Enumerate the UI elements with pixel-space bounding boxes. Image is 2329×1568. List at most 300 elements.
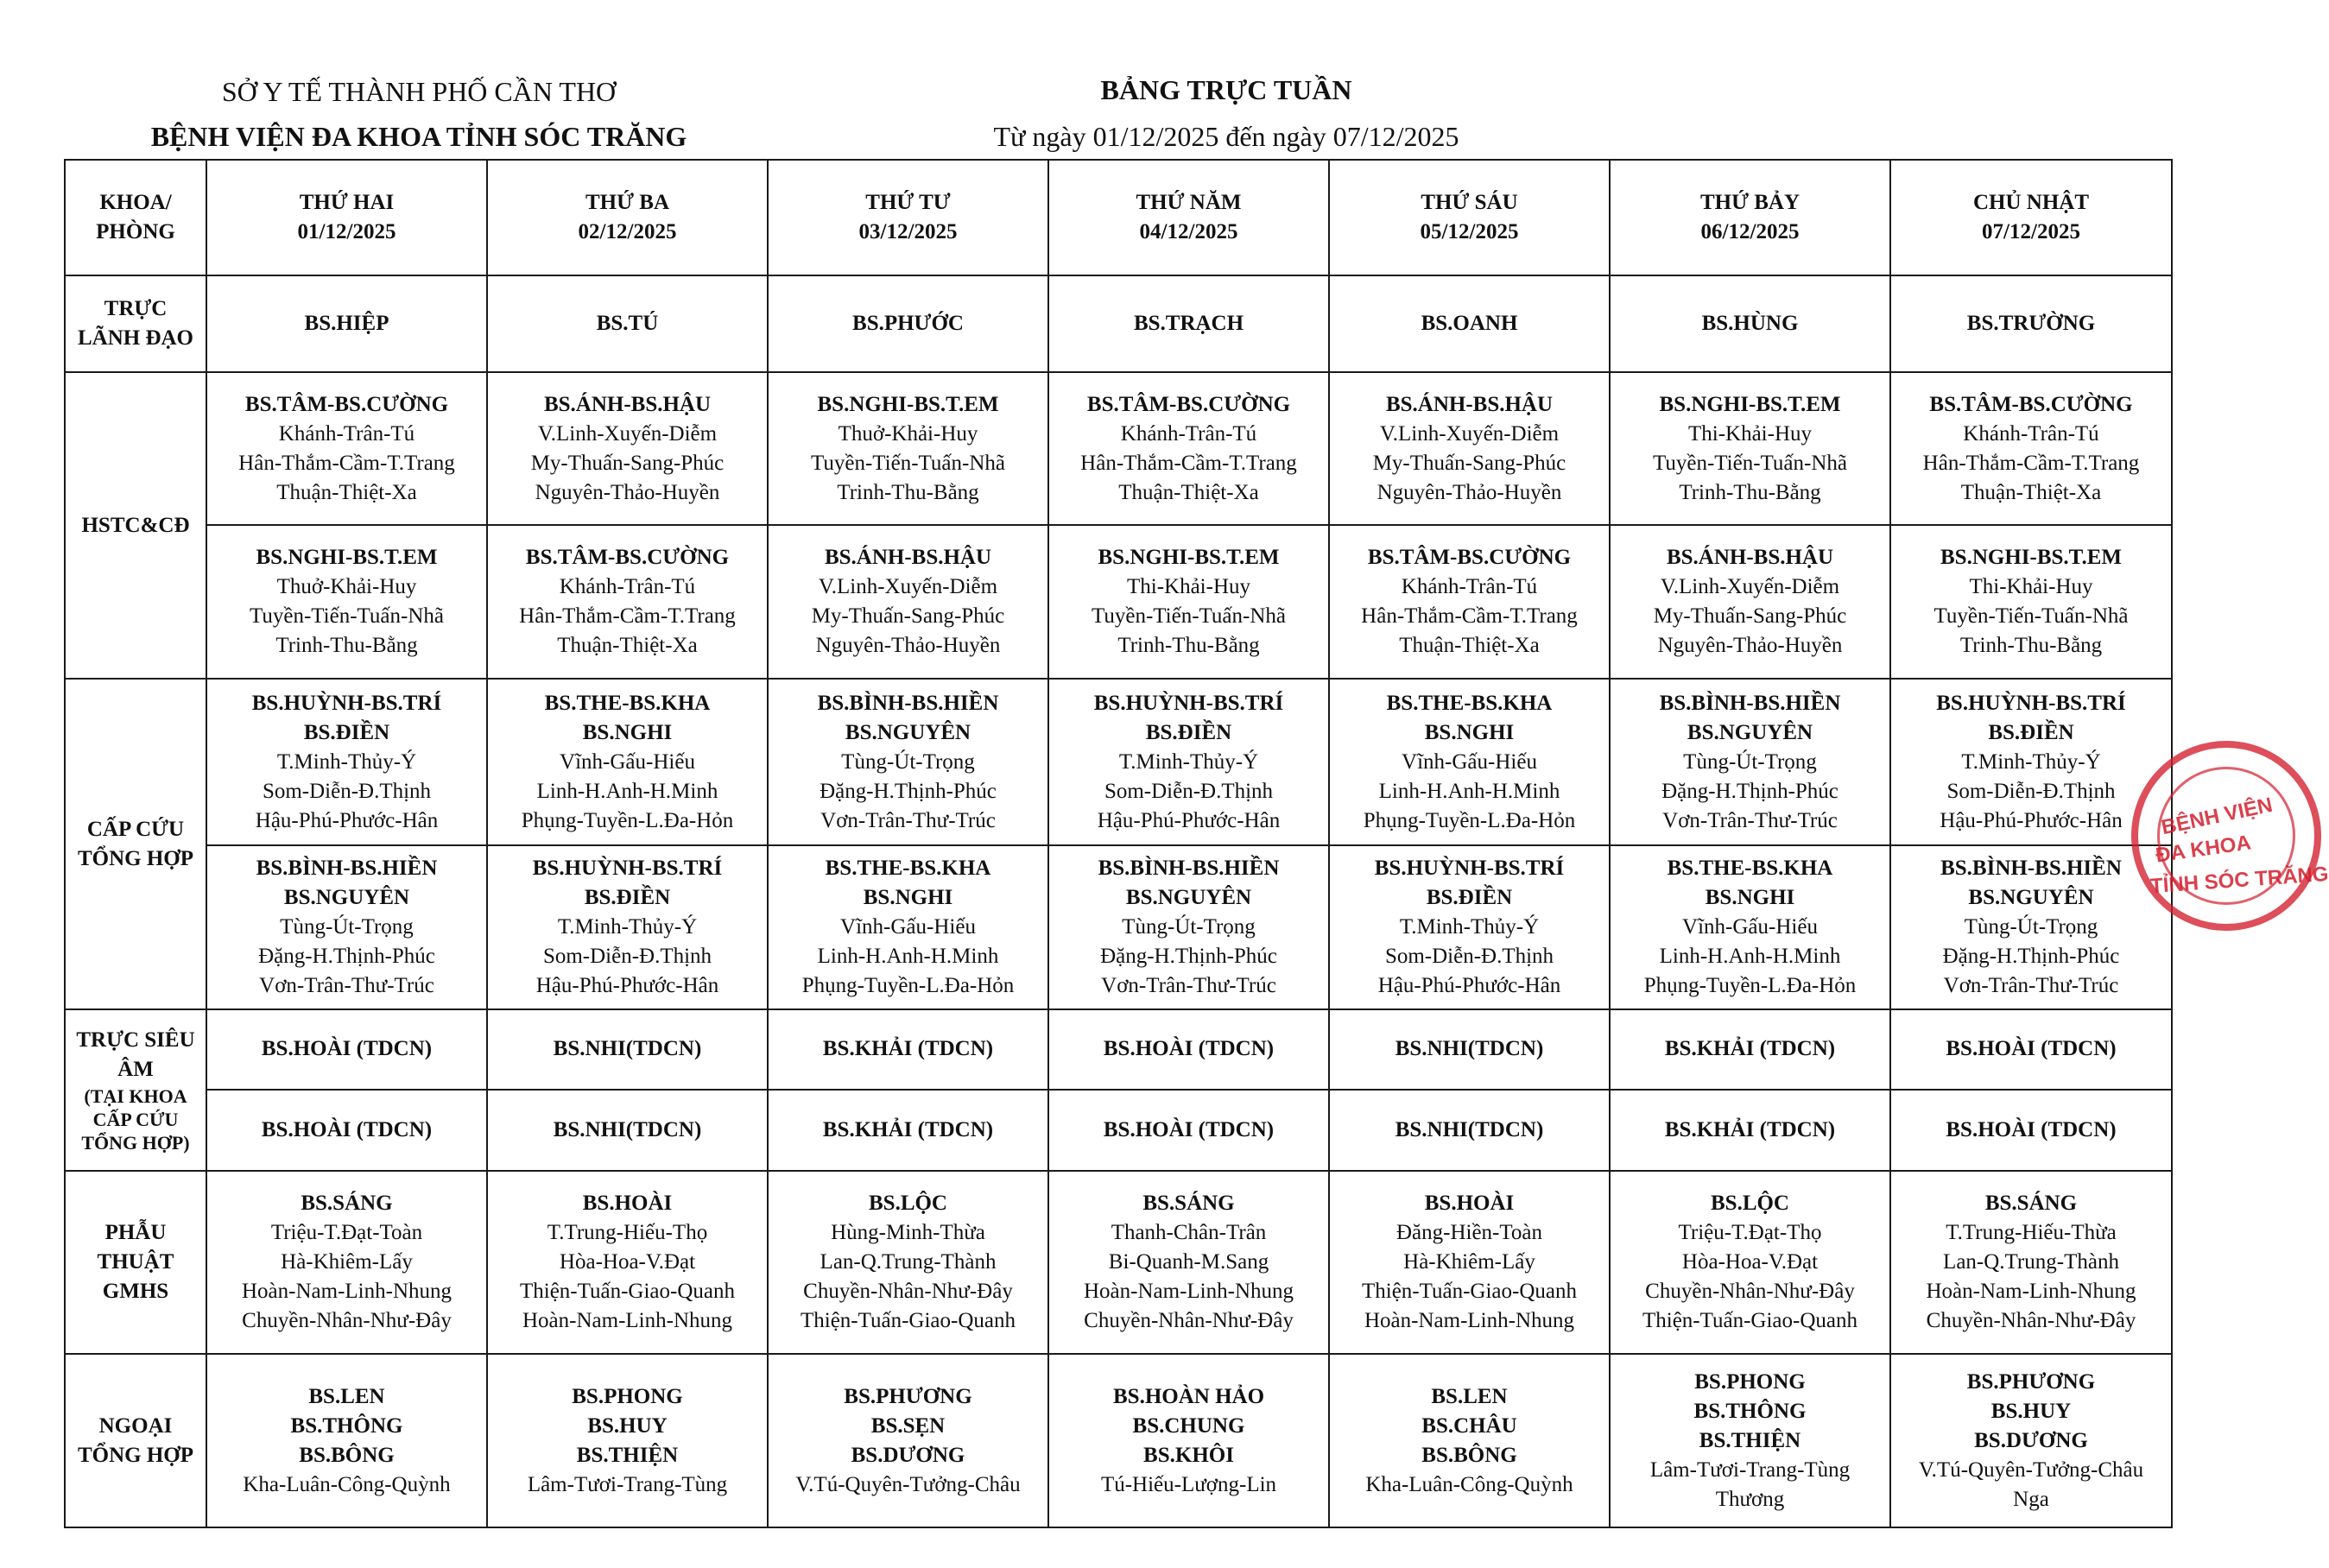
doctor-name: BS.ÁNH-BS.HẬU bbox=[1385, 392, 1554, 416]
staff-names: Khánh-Trân-Tú bbox=[1401, 575, 1538, 599]
doctor-name: BS.NGHI bbox=[582, 720, 673, 744]
staff-names: Thiện-Tuấn-Giao-Quanh bbox=[800, 1309, 1016, 1333]
day-date: 01/12/2025 bbox=[297, 220, 396, 243]
doctor-name: BS.THE-BS.KHA bbox=[825, 857, 991, 881]
corner-line: KHOA/ bbox=[99, 191, 172, 214]
doctor-name: BS.ÁNH-BS.HẬU bbox=[1666, 546, 1834, 570]
staff-names: Nguyên-Thảo-Huyền bbox=[535, 480, 720, 504]
staff-names: Tùng-Út-Trọng bbox=[1122, 915, 1256, 939]
dept-line: HSTC&CĐ bbox=[81, 513, 190, 537]
stamp-text: TỈNH SÓC TRĂNG bbox=[2149, 862, 2329, 899]
doctor-name: BS.SÁNG bbox=[301, 1192, 393, 1216]
table-row bbox=[65, 845, 2172, 1010]
doctor-name: BS.KHẢI (TDCN) bbox=[1664, 1117, 1836, 1141]
doctor-name: BS.NGHI-BS.T.EM bbox=[1940, 546, 2122, 570]
staff-names: Lan-Q.Trung-Thành bbox=[1943, 1250, 2119, 1274]
schedule-cell bbox=[1048, 1009, 1329, 1089]
staff-names: T.Minh-Thủy-Ý bbox=[1118, 749, 1259, 774]
doctor-name: BS.HOÀI (TDCN) bbox=[261, 1117, 433, 1141]
staff-names: Vơn-Trân-Thư-Trúc bbox=[820, 808, 996, 832]
schedule-cell bbox=[1610, 525, 1890, 679]
staff-names: Vơn-Trân-Thư-Trúc bbox=[1662, 808, 1838, 832]
schedule-cell bbox=[1890, 1354, 2172, 1527]
doctor-name: BS.NHI(TDCN) bbox=[553, 1037, 702, 1061]
staff-names: Chuyền-Nhân-Như-Đây bbox=[1645, 1280, 1855, 1304]
dept-line: GMHS bbox=[102, 1280, 169, 1304]
dept-cell bbox=[65, 1171, 206, 1355]
table-row bbox=[65, 372, 2172, 524]
doctor-name: BS.CHÂU bbox=[1421, 1413, 1517, 1438]
staff-names: Vĩnh-Gấu-Hiếu bbox=[1402, 749, 1537, 774]
day-header-2 bbox=[487, 160, 768, 275]
staff-names: Hân-Thắm-Cầm-T.Trang bbox=[519, 604, 736, 629]
doctor-name: BS.HOÀN HẢO bbox=[1112, 1384, 1265, 1408]
staff-names: Hoàn-Nam-Linh-Nhung bbox=[1084, 1280, 1294, 1304]
staff-names: Chuyền-Nhân-Như-Đây bbox=[803, 1280, 1013, 1304]
staff-names: Nguyên-Thảo-Huyền bbox=[1657, 634, 1843, 658]
doctor-name: BS.NGUYÊN bbox=[1968, 886, 2094, 910]
doctor-name: BS.KHÔI bbox=[1143, 1443, 1234, 1467]
staff-names: Linh-H.Anh-H.Minh bbox=[1378, 779, 1560, 803]
staff-names: Hoàn-Nam-Linh-Nhung bbox=[242, 1280, 452, 1304]
staff-names: Thuận-Thiệt-Xa bbox=[1399, 634, 1540, 658]
doctor-name: BS.KHẢI (TDCN) bbox=[822, 1037, 994, 1061]
day-date: 04/12/2025 bbox=[1139, 220, 1238, 243]
dept-line: LÃNH ĐẠO bbox=[77, 326, 194, 351]
table-row bbox=[65, 1171, 2172, 1355]
staff-names: Trinh-Thu-Bằng bbox=[1959, 634, 2103, 658]
doctor-name: BS.BÌNH-BS.HIỀN bbox=[256, 857, 438, 881]
staff-names: Vơn-Trân-Thư-Trúc bbox=[1101, 974, 1276, 998]
schedule-cell bbox=[487, 1009, 768, 1089]
staff-names: Hân-Thắm-Cầm-T.Trang bbox=[1361, 604, 1578, 629]
staff-names: Khánh-Trân-Tú bbox=[559, 575, 696, 599]
doctor-name: BS.HUỲNH-BS.TRÍ bbox=[251, 691, 442, 715]
schedule-cell bbox=[206, 1090, 487, 1171]
doctor-name: BS.NGHI bbox=[1705, 886, 1795, 910]
dept-line: NGOẠI bbox=[98, 1413, 173, 1438]
doctor-name: BS.NGHI-BS.T.EM bbox=[1098, 546, 1280, 570]
doctor-name: BS.LEN bbox=[308, 1384, 385, 1408]
schedule-cell bbox=[1329, 525, 1610, 679]
doctor-name: BS.THE-BS.KHA bbox=[1667, 857, 1833, 881]
schedule-cell bbox=[1610, 845, 1890, 1010]
staff-names: Chuyền-Nhân-Như-Đây bbox=[242, 1309, 452, 1333]
staff-names: Thuở-Khải-Huy bbox=[838, 421, 978, 446]
doctor-name: BS.HOÀI (TDCN) bbox=[1103, 1117, 1275, 1141]
schedule-cell bbox=[1329, 275, 1610, 372]
staff-names: Thi-Khải-Huy bbox=[1969, 575, 2093, 599]
doctor-name: BS.NGHI-BS.T.EM bbox=[817, 392, 999, 416]
date-range: Từ ngày 01/12/2025 đến ngày 07/12/2025 bbox=[993, 121, 1459, 152]
doctor-name: BS.HOÀI (TDCN) bbox=[1946, 1117, 2117, 1141]
schedule-cell bbox=[768, 1354, 1048, 1527]
staff-names: Thanh-Chân-Trân bbox=[1111, 1221, 1267, 1245]
doctor-name: BS.LỘC bbox=[1710, 1192, 1789, 1216]
schedule-cell bbox=[487, 679, 768, 845]
staff-names: My-Thuấn-Sang-Phúc bbox=[811, 604, 1005, 629]
dept-cell bbox=[65, 1009, 206, 1171]
schedule-cell bbox=[1610, 1171, 1890, 1355]
day-date: 07/12/2025 bbox=[1982, 220, 2080, 243]
staff-names: Đặng-H.Thịnh-Phúc bbox=[1661, 779, 1839, 803]
doctor-name: BS.NGHI bbox=[1424, 720, 1515, 744]
doctor-name: BS.TRƯỜNG bbox=[1966, 312, 2096, 336]
doctor-name: BS.PHONG bbox=[1694, 1369, 1806, 1394]
stamp-inner-ring bbox=[2154, 767, 2295, 905]
doctor-name: BS.HUY bbox=[1990, 1399, 2072, 1423]
staff-names: Linh-H.Anh-H.Minh bbox=[1659, 945, 1841, 969]
staff-names: Linh-H.Anh-H.Minh bbox=[817, 945, 999, 969]
doctor-name: BS.SẸN bbox=[870, 1413, 946, 1438]
day-name: THỨ BẢY bbox=[1699, 191, 1801, 214]
staff-names: Hân-Thắm-Cầm-T.Trang bbox=[1080, 451, 1297, 475]
staff-names: Đặng-H.Thịnh-Phúc bbox=[1100, 945, 1277, 969]
doctor-name: BS.HUỲNH-BS.TRÍ bbox=[1093, 691, 1284, 715]
staff-names: Kha-Luân-Công-Quỳnh bbox=[243, 1472, 451, 1496]
staff-names: Phụng-Tuyền-L.Đa-Hỏn bbox=[1643, 974, 1857, 998]
schedule-cell bbox=[1890, 275, 2172, 372]
staff-names: T.Trung-Hiếu-Thọ bbox=[547, 1221, 708, 1245]
doctor-name: BS.BÔNG bbox=[1421, 1443, 1517, 1467]
doctor-name: BS.TÂM-BS.CƯỜNG bbox=[1929, 392, 2133, 416]
table-row bbox=[65, 1009, 2172, 1089]
staff-names: Hậu-Phú-Phước-Hân bbox=[535, 974, 719, 998]
staff-names: Kha-Luân-Công-Quỳnh bbox=[1365, 1472, 1573, 1496]
schedule-cell bbox=[206, 1171, 487, 1355]
day-date: 06/12/2025 bbox=[1700, 220, 1800, 243]
day-name: THỨ BA bbox=[585, 191, 669, 214]
doctor-name: BS.BÌNH-BS.HIỀN bbox=[1098, 857, 1280, 881]
doctor-name: BS.HOÀI bbox=[1424, 1192, 1515, 1216]
day-header-5 bbox=[1329, 160, 1610, 275]
staff-names: Lan-Q.Trung-Thành bbox=[820, 1250, 997, 1274]
staff-names: Chuyền-Nhân-Như-Đây bbox=[1084, 1309, 1294, 1333]
staff-names: Thương bbox=[1715, 1487, 1785, 1511]
staff-names: Tú-Hiếu-Lượng-Lin bbox=[1100, 1472, 1277, 1496]
staff-names: Trinh-Thu-Bằng bbox=[1117, 634, 1260, 658]
staff-names: V.Tú-Quyên-Tưởng-Châu bbox=[1918, 1457, 2144, 1482]
staff-names: T.Minh-Thủy-Ý bbox=[1399, 915, 1540, 939]
staff-names: My-Thuấn-Sang-Phúc bbox=[530, 451, 725, 475]
staff-names: Som-Diễn-Đ.Thịnh bbox=[542, 945, 712, 969]
doctor-name: BS.NHI(TDCN) bbox=[553, 1117, 702, 1141]
staff-names: Trinh-Thu-Bằng bbox=[275, 634, 418, 658]
staff-names: Thuận-Thiệt-Xa bbox=[1118, 480, 1259, 504]
schedule-cell bbox=[1890, 1090, 2172, 1171]
staff-names: Tuyền-Tiến-Tuấn-Nhã bbox=[1933, 604, 2129, 629]
staff-names: Som-Diễn-Đ.Thịnh bbox=[1104, 779, 1274, 803]
table-row bbox=[65, 1354, 2172, 1527]
doctor-name: BS.LEN bbox=[1431, 1384, 1508, 1408]
staff-names: Triệu-T.Đạt-Thọ bbox=[1678, 1221, 1822, 1245]
staff-names: Hà-Khiêm-Lấy bbox=[1403, 1250, 1535, 1274]
schedule-cell bbox=[1329, 372, 1610, 524]
doctor-name: BS.THIỆN bbox=[576, 1443, 679, 1467]
staff-names: Hoàn-Nam-Linh-Nhung bbox=[1364, 1309, 1574, 1333]
doctor-name: BS.NGHI-BS.T.EM bbox=[1659, 392, 1841, 416]
staff-names: Triệu-T.Đạt-Toàn bbox=[270, 1221, 423, 1245]
doctor-name: BS.ÁNH-BS.HẬU bbox=[543, 392, 712, 416]
schedule-cell bbox=[1890, 525, 2172, 679]
schedule-cell bbox=[487, 372, 768, 524]
staff-names: Hậu-Phú-Phước-Hân bbox=[1377, 974, 1561, 998]
staff-names: Hoàn-Nam-Linh-Nhung bbox=[522, 1309, 732, 1333]
dept-cell bbox=[65, 679, 206, 1009]
doctor-name: BS.OANH bbox=[1421, 312, 1518, 336]
schedule-cell bbox=[1890, 372, 2172, 524]
doctor-name: BS.NGHI-BS.T.EM bbox=[256, 546, 438, 570]
doctor-name: BS.NGUYÊN bbox=[283, 886, 410, 910]
doctor-name: BS.ĐIỀN bbox=[1145, 720, 1232, 744]
staff-names: Tùng-Út-Trọng bbox=[280, 915, 414, 939]
staff-names: Phụng-Tuyền-L.Đa-Hỏn bbox=[1363, 808, 1576, 832]
schedule-cell bbox=[487, 1354, 768, 1527]
staff-names: Vĩnh-Gấu-Hiếu bbox=[560, 749, 695, 774]
staff-names: Thuận-Thiệt-Xa bbox=[1960, 480, 2102, 504]
doctor-name: BS.SÁNG bbox=[1984, 1192, 2078, 1216]
schedule-cell bbox=[206, 372, 487, 524]
stamp-text: BỆNH VIỆN bbox=[2159, 793, 2275, 840]
dept-cell bbox=[65, 275, 206, 372]
schedule-cell bbox=[1329, 679, 1610, 845]
doctor-name: BS.HUỲNH-BS.TRÍ bbox=[1936, 691, 2126, 715]
day-name: THỨ HAI bbox=[299, 191, 395, 214]
doctor-name: BS.TÂM-BS.CƯỜNG bbox=[525, 546, 730, 570]
day-name: THỨ TƯ bbox=[865, 191, 951, 214]
staff-names: Tuyền-Tiến-Tuấn-Nhã bbox=[1091, 604, 1287, 629]
staff-names: Hòa-Hoa-V.Đạt bbox=[559, 1250, 696, 1274]
doctor-name: BS.THÔNG bbox=[290, 1413, 403, 1438]
doctor-name: BS.HÙNG bbox=[1701, 312, 1799, 336]
doctor-name: BS.HIỆP bbox=[304, 312, 389, 336]
schedule-cell bbox=[1610, 1090, 1890, 1171]
schedule-cell bbox=[1329, 1090, 1610, 1171]
staff-names: Tùng-Út-Trọng bbox=[1964, 915, 2098, 939]
doctor-name: BS.HOÀI bbox=[582, 1192, 673, 1216]
table-row bbox=[65, 679, 2172, 845]
doctor-name: BS.NGHI bbox=[863, 886, 953, 910]
doctor-name: BS.PHONG bbox=[572, 1384, 683, 1408]
day-header-4 bbox=[1048, 160, 1329, 275]
schedule-cell bbox=[206, 1354, 487, 1527]
day-date: 03/12/2025 bbox=[858, 220, 958, 243]
staff-names: T.Minh-Thủy-Ý bbox=[1961, 749, 2101, 774]
doctor-name: BS.THÔNG bbox=[1693, 1399, 1807, 1423]
page-title: BẢNG TRỰC TUẦN bbox=[1100, 74, 1352, 105]
schedule-cell bbox=[1610, 275, 1890, 372]
staff-names: Thuận-Thiệt-Xa bbox=[557, 634, 698, 658]
dept-line: THUẬT bbox=[97, 1250, 174, 1274]
doctor-name: BS.SÁNG bbox=[1142, 1192, 1235, 1216]
staff-names: Đặng-H.Thịnh-Phúc bbox=[258, 945, 435, 969]
doctor-name: BS.NHI(TDCN) bbox=[1395, 1117, 1544, 1141]
schedule-cell bbox=[1890, 1171, 2172, 1355]
staff-names: Vơn-Trân-Thư-Trúc bbox=[259, 974, 434, 998]
staff-names: V.Linh-Xuyến-Diễm bbox=[1379, 421, 1560, 446]
staff-names: Chuyền-Nhân-Như-Đây bbox=[1926, 1309, 2136, 1333]
doctor-name: BS.CHUNG bbox=[1132, 1413, 1245, 1438]
stamp-text: ĐA KHOA bbox=[2154, 831, 2253, 868]
staff-names: Tuyền-Tiến-Tuấn-Nhã bbox=[1652, 451, 1848, 475]
schedule-cell bbox=[1329, 1009, 1610, 1089]
schedule-cell bbox=[1329, 1171, 1610, 1355]
day-name: THỨ NĂM bbox=[1136, 191, 1242, 214]
staff-names: Thi-Khải-Huy bbox=[1687, 421, 1813, 446]
day-header-6 bbox=[1610, 160, 1890, 275]
day-header-1 bbox=[206, 160, 487, 275]
schedule-cell bbox=[768, 679, 1048, 845]
schedule-cell bbox=[487, 845, 768, 1010]
staff-names: Nguyên-Thảo-Huyền bbox=[1377, 480, 1562, 504]
staff-names: T.Minh-Thủy-Ý bbox=[557, 915, 698, 939]
doctor-name: BS.HOÀI (TDCN) bbox=[1103, 1037, 1275, 1061]
schedule-cell bbox=[1048, 1171, 1329, 1355]
dept-line: TRỰC SIÊU bbox=[76, 1028, 195, 1053]
staff-names: Thuận-Thiệt-Xa bbox=[276, 480, 417, 504]
schedule-cell bbox=[206, 525, 487, 679]
staff-names: Thiện-Tuấn-Giao-Quanh bbox=[519, 1280, 736, 1304]
staff-names: Vơn-Trân-Thư-Trúc bbox=[1943, 974, 2119, 998]
doctor-name: BS.ĐIỀN bbox=[1988, 720, 2074, 744]
staff-names: Lâm-Tươi-Trang-Tùng bbox=[527, 1472, 728, 1496]
schedule-cell bbox=[1890, 1009, 2172, 1089]
schedule-cell bbox=[1610, 1009, 1890, 1089]
staff-names: Hân-Thắm-Cầm-T.Trang bbox=[1922, 451, 2140, 475]
schedule-cell bbox=[1890, 679, 2172, 845]
doctor-name: BS.DƯƠNG bbox=[1974, 1428, 2088, 1452]
corner-line: PHÒNG bbox=[96, 220, 175, 243]
staff-names: My-Thuấn-Sang-Phúc bbox=[1653, 604, 1847, 629]
dept-line: TRỰC bbox=[104, 297, 168, 321]
schedule-cell bbox=[768, 1171, 1048, 1355]
doctor-name: BS.PHƯƠNG bbox=[844, 1384, 972, 1408]
corner-cell bbox=[65, 160, 206, 275]
schedule-cell bbox=[1048, 275, 1329, 372]
schedule-cell bbox=[206, 679, 487, 845]
staff-names: Phụng-Tuyền-L.Đa-Hỏn bbox=[801, 974, 1015, 998]
schedule-cell bbox=[1048, 1090, 1329, 1171]
dept-line: TỔNG HỢP bbox=[77, 1443, 194, 1467]
staff-names: Đặng-H.Thịnh-Phúc bbox=[820, 779, 997, 803]
day-name: CHỦ NHẬT bbox=[1972, 191, 2090, 214]
doctor-name: BS.BÔNG bbox=[299, 1443, 395, 1467]
header-row bbox=[65, 160, 2172, 275]
schedule-cell bbox=[1048, 845, 1329, 1010]
staff-names: Som-Diễn-Đ.Thịnh bbox=[1946, 779, 2116, 803]
dept-line: CẤP CỨU bbox=[92, 1109, 179, 1131]
staff-names: V.Tú-Quyên-Tưởng-Châu bbox=[795, 1472, 1021, 1496]
hospital-name: BỆNH VIỆN ĐA KHOA TỈNH SÓC TRĂNG bbox=[150, 121, 687, 152]
staff-names: Hậu-Phú-Phước-Hân bbox=[1940, 808, 2123, 832]
day-date: 05/12/2025 bbox=[1420, 220, 1519, 243]
doctor-name: BS.NGUYÊN bbox=[1125, 886, 1252, 910]
staff-names: Thiện-Tuấn-Giao-Quanh bbox=[1642, 1309, 1858, 1333]
schedule-cell bbox=[1329, 1354, 1610, 1527]
doctor-name: BS.NHI(TDCN) bbox=[1395, 1037, 1544, 1061]
staff-names: Som-Diễn-Đ.Thịnh bbox=[262, 779, 432, 803]
duty-schedule-table bbox=[64, 159, 2173, 1528]
day-name: THỨ SÁU bbox=[1421, 191, 1518, 214]
table-row bbox=[65, 1090, 2172, 1171]
staff-names: Tùng-Út-Trọng bbox=[1683, 749, 1817, 774]
doctor-name: BS.TÂM-BS.CƯỜNG bbox=[1367, 546, 1572, 570]
dept-cell bbox=[65, 372, 206, 679]
staff-names: Nguyên-Thảo-Huyền bbox=[815, 634, 1001, 658]
table-row bbox=[65, 275, 2172, 372]
staff-names: Đặng-H.Thịnh-Phúc bbox=[1942, 945, 2120, 969]
dept-line: CẤP CỨU bbox=[86, 817, 185, 841]
schedule-cell bbox=[1610, 1354, 1890, 1527]
staff-names: T.Minh-Thủy-Ý bbox=[276, 749, 417, 774]
day-header-3 bbox=[768, 160, 1048, 275]
schedule-cell bbox=[487, 1171, 768, 1355]
doctor-name: BS.THE-BS.KHA bbox=[544, 691, 711, 715]
schedule-cell bbox=[1048, 679, 1329, 845]
staff-names: Thi-Khải-Huy bbox=[1126, 575, 1251, 599]
dept-line: (TẠI KHOA bbox=[84, 1085, 187, 1108]
schedule-cell bbox=[768, 372, 1048, 524]
doctor-name: BS.TRẠCH bbox=[1133, 312, 1244, 336]
table-row bbox=[65, 525, 2172, 679]
schedule-cell bbox=[768, 275, 1048, 372]
staff-names: V.Linh-Xuyến-Diễm bbox=[1660, 575, 1840, 599]
staff-names: Lâm-Tươi-Trang-Tùng bbox=[1649, 1457, 1851, 1482]
staff-names: Bi-Quanh-M.Sang bbox=[1108, 1250, 1269, 1274]
staff-names: Khánh-Trân-Tú bbox=[1120, 421, 1257, 446]
schedule-cell bbox=[768, 525, 1048, 679]
staff-names: Khánh-Trân-Tú bbox=[278, 421, 415, 446]
staff-names: Tùng-Út-Trọng bbox=[841, 749, 975, 774]
doctor-name: BS.KHẢI (TDCN) bbox=[1664, 1037, 1836, 1061]
doctor-name: BS.HOÀI (TDCN) bbox=[1946, 1037, 2117, 1061]
schedule-cell bbox=[1048, 525, 1329, 679]
staff-names: Thuở-Khải-Huy bbox=[276, 575, 417, 599]
doctor-name: BS.NGUYÊN bbox=[845, 720, 971, 744]
doctor-name: BS.THIỆN bbox=[1699, 1428, 1801, 1452]
doctor-name: BS.DƯƠNG bbox=[851, 1443, 965, 1467]
schedule-cell bbox=[1048, 1354, 1329, 1527]
doctor-name: BS.TÚ bbox=[596, 312, 659, 336]
schedule-cell bbox=[1890, 845, 2172, 1010]
doctor-name: BS.BÌNH-BS.HIỀN bbox=[817, 691, 999, 715]
dept-line: TỔNG HỢP bbox=[77, 846, 194, 870]
staff-names: Đăng-Hiền-Toàn bbox=[1396, 1221, 1543, 1245]
staff-names: Hòa-Hoa-V.Đạt bbox=[1681, 1250, 1819, 1274]
staff-names: Hoàn-Nam-Linh-Nhung bbox=[1926, 1280, 2136, 1304]
schedule-cell bbox=[206, 845, 487, 1010]
staff-names: Vĩnh-Gấu-Hiếu bbox=[840, 915, 976, 939]
schedule-cell bbox=[768, 1009, 1048, 1089]
doctor-name: BS.HUỲNH-BS.TRÍ bbox=[532, 857, 723, 881]
schedule-cell bbox=[768, 845, 1048, 1010]
doctor-name: BS.NGUYÊN bbox=[1687, 720, 1813, 744]
staff-names: Trinh-Thu-Bằng bbox=[1679, 480, 1821, 504]
staff-names: V.Linh-Xuyến-Diễm bbox=[818, 575, 998, 599]
staff-names: Tuyền-Tiến-Tuấn-Nhã bbox=[249, 604, 445, 629]
staff-names: Phụng-Tuyền-L.Đa-Hỏn bbox=[521, 808, 734, 832]
schedule-cell bbox=[1048, 372, 1329, 524]
staff-names: Khánh-Trân-Tú bbox=[1963, 421, 2099, 446]
schedule-cell bbox=[1610, 679, 1890, 845]
doctor-name: BS.PHƯỚC bbox=[852, 312, 964, 336]
doctor-name: BS.HUỲNH-BS.TRÍ bbox=[1374, 857, 1565, 881]
staff-names: Vĩnh-Gấu-Hiếu bbox=[1682, 915, 1818, 939]
doctor-name: BS.ÁNH-BS.HẬU bbox=[824, 546, 992, 570]
doctor-name: BS.ĐIỀN bbox=[1426, 886, 1513, 910]
dept-line: ÂM bbox=[117, 1058, 154, 1082]
staff-names: Linh-H.Anh-H.Minh bbox=[536, 779, 718, 803]
